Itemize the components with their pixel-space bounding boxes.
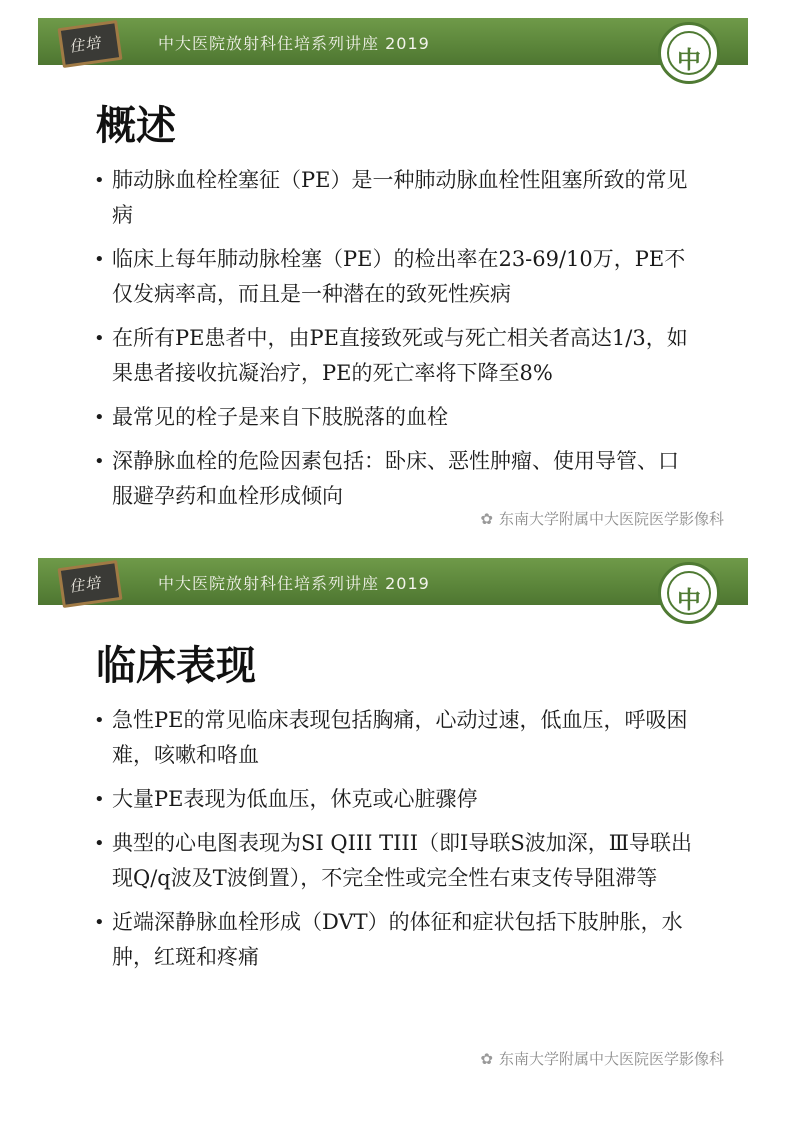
bullet-list xyxy=(94,703,694,984)
bullet-item: • 在所有PE患者中，由PE直接致死或与死亡相关者高达1/3，如果患者接收抗凝治疗，PE的死亡率将下降至8% xyxy=(94,321,694,391)
seal-glyph: 中 xyxy=(677,46,701,74)
wechat-icon: ✿ xyxy=(480,510,493,528)
chalkboard-label: 住培 xyxy=(67,573,103,596)
slide-title: 概述 xyxy=(96,103,176,149)
slide-title: 临床表现 xyxy=(96,643,256,689)
chalkboard-logo xyxy=(58,560,123,608)
bullet-item: • 深静脉血栓的危险因素包括：卧床、恶性肿瘤、使用导管、口服避孕药和血栓形成倾向 xyxy=(94,444,694,514)
watermark xyxy=(480,1048,724,1069)
banner-title: 中大医院放射科住培系列讲座 2019 xyxy=(158,574,430,593)
bullet-item: • 急性PE的常见临床表现包括胸痛，心动过速，低血压，呼吸困难，咳嗽和咯血 xyxy=(94,703,694,773)
banner-title: 中大医院放射科住培系列讲座 2019 xyxy=(158,34,430,53)
slide-clinical-presentation xyxy=(38,558,748,1088)
slide-banner xyxy=(38,558,748,605)
slide-banner xyxy=(38,18,748,65)
bullet-item: • 最常见的栓子是来自下肢脱落的血栓 xyxy=(94,400,694,435)
bullet-item: • 临床上每年肺动脉栓塞（PE）的检出率在23-69/10万，PE不仅发病率高，而且是一种潜在的致死性疾病 xyxy=(94,242,694,312)
watermark xyxy=(480,508,724,529)
chalkboard-logo xyxy=(58,20,123,68)
slide-overview xyxy=(38,18,748,548)
watermark-text: 东南大学附属中大医院医学影像科 xyxy=(498,510,724,528)
bullet-item: • 典型的心电图表现为SI QIII TIII（即Ⅰ导联S波加深，Ⅲ导联出现Q/q波及T波倒置），不完全性或完全性右束支传导阻滞等 xyxy=(94,826,694,896)
watermark-text: 东南大学附属中大医院医学影像科 xyxy=(498,1050,724,1068)
bullet-item: • 大量PE表现为低血压，休克或心脏骤停 xyxy=(94,782,694,817)
hospital-seal-icon xyxy=(658,562,720,624)
hospital-seal-icon xyxy=(658,22,720,84)
bullet-item: • 近端深静脉血栓形成（DVT）的体征和症状包括下肢肿胀，水肿，红斑和疼痛 xyxy=(94,905,694,975)
bullet-list xyxy=(94,163,694,523)
wechat-icon: ✿ xyxy=(480,1050,493,1068)
bullet-item: • 肺动脉血栓栓塞征（PE）是一种肺动脉血栓性阻塞所致的常见病 xyxy=(94,163,694,233)
seal-glyph: 中 xyxy=(677,586,701,614)
chalkboard-label: 住培 xyxy=(67,33,103,56)
